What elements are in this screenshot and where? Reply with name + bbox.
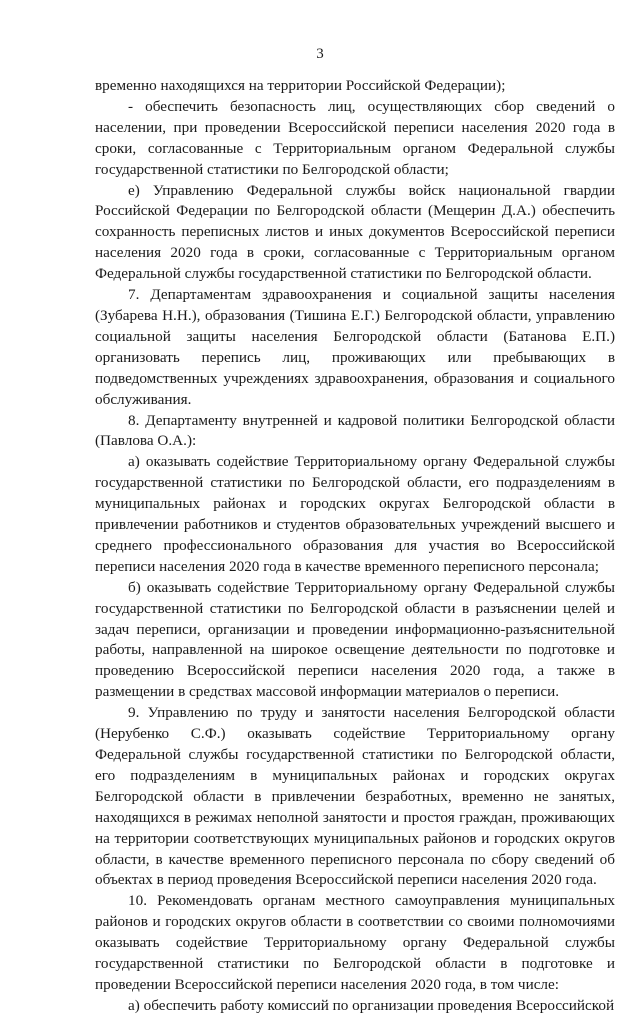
paragraph-continuation: временно находящихся на территории Российской Федерации); xyxy=(95,77,506,94)
paragraph-item-8: 8. Департаменту внутренней и кадровой политики Белгородской области (Павлова О.А.): xyxy=(95,411,615,450)
paragraph-item-e: е) Управлению Федеральной службы войск национальной гвардии Российской Федерации по Белгородской области (Мещерин Д.А.) обеспечить сохранность переписных листов и иных документов Всероссийской переписи населения 2020 года в сроки, согласованные с Территориальным органом Федеральной службы государственной статистики по Белгородской области. xyxy=(95,181,615,283)
paragraph-item-10: 10. Рекомендовать органам местного самоуправления муниципальных районов и городских округов области в соответствии со своими полномочиями оказывать содействие Территориальному органу Федеральной службы государственной статистики по Белгородской области в подготовке и проведении Всероссийской переписи населения 2020 года, в том числе: xyxy=(95,892,615,993)
paragraph-item-7: 7. Департаментам здравоохранения и социальной защиты населения (Зубарева Н.Н.), образования (Тишина Е.Г.) Белгородской области, управлению социальной защиты населения Белгородской области (Батанова Е.П.) организовать перепись лиц, проживающих или пребывающих в подведомственных учреждениях здравоохранения, образования и социального обслуживания. xyxy=(95,286,615,408)
paragraph-security-clause: - обеспечить безопасность лиц, осуществляющих сбор сведений о населении, при проведении Всероссийской переписи населения 2020 года в сроки, согласованные с Территориальным органом Федеральной службы государственной статистики по Белгородской области; xyxy=(95,97,615,178)
paragraph-item-9: 9. Управлению по труду и занятости населения Белгородской области (Нерубенко С.Ф.) оказывать содействие Территориальному органу Федеральной службы государственной статистики по Белгородской области, его подразделениям в муниципальных районах и городских округах Белгородской области в привлечении безработных, временно не занятых, находящихся в режимах неполной занятости и простоя граждан, проживающих на территории соответствующих муниципальных районов и городских округов области, в качестве временного переписного персонала по сбору сведений об объектах в период проведения Всероссийской переписи населения 2020 года. xyxy=(95,704,615,889)
paragraph-item-8a: а) оказывать содействие Территориальному органу Федеральной службы государственной статистики по Белгородской области, его подразделениям в муниципальных районах и городских округах Белгородской области в привлечении работников и студентов образовательных учреждений высшего и среднего профессионального образования для участия во Всероссийской переписи населения 2020 года в качестве временного переписного персонала; xyxy=(95,453,615,575)
paragraph-item-10a: а) обеспечить работу комиссий по организации проведения Всероссийской xyxy=(128,996,615,1014)
paragraph-item-8b: б) оказывать содействие Территориальному органу Федеральной службы государственной статистики по Белгородской области в разъяснении целей и задач переписи, организации и проведении информационно-разъяснительной работы, направленной на широкое освещение деятельности по подготовке и проведению Всероссийской переписи населения 2020 года, а также в размещении в средствах массовой информации материалов о переписи. xyxy=(95,578,615,701)
page-number: 3 xyxy=(316,46,324,62)
document-body xyxy=(95,76,615,1017)
